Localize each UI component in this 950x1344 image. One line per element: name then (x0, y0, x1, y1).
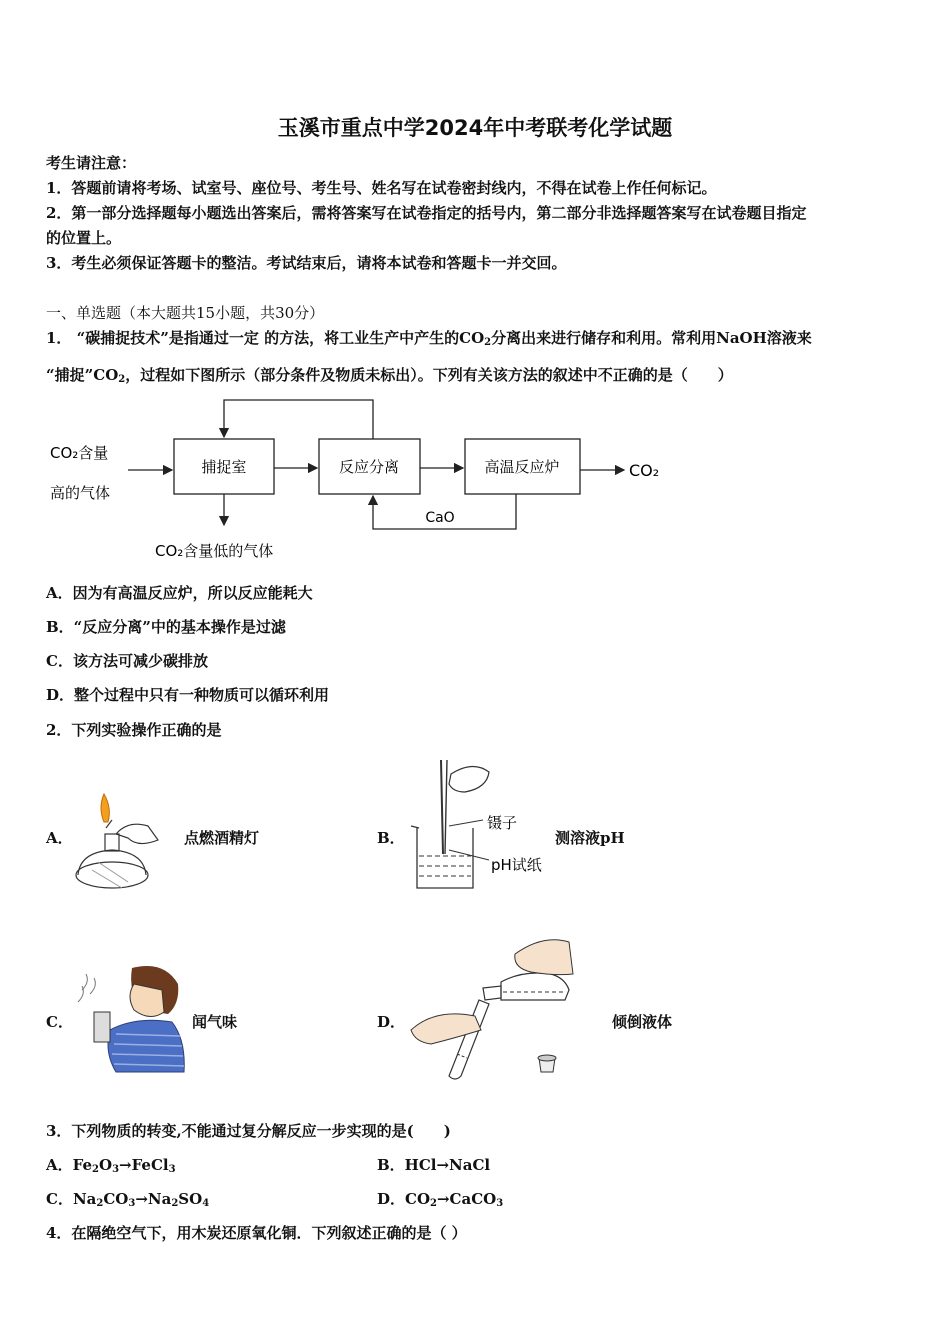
ph-paper-label: pH试纸 (491, 856, 542, 874)
q1-stem-part: 分离出来进行储存和利用。常利用NaOH溶液来 (491, 329, 812, 347)
notice-item-3: 3．考生必须保证答题卡的整洁。考试结束后，请将本试卷和答题卡一并交回。 (46, 254, 567, 272)
pouring-liquid-illustration (405, 934, 581, 1084)
notice-item-2: 2．第一部分选择题每小题选出答案后，需将答案写在试卷指定的括号内，第二部分非选择题答案写在试卷题目指定 (46, 204, 807, 222)
subscript: 2 (96, 1198, 104, 1209)
q1-option-c: C．该方法可减少碳排放 (46, 652, 208, 670)
notice-item-2-cont: 的位置上。 (46, 229, 122, 247)
notice-heading: 考生请注意： (46, 154, 137, 172)
q3-stem: 3．下列物质的转变,不能通过复分解反应一步实现的是( ) (46, 1122, 451, 1140)
q1-stem-line1 (46, 327, 812, 348)
carbon-capture-diagram (40, 392, 690, 567)
q2-option-c-text: 闻气味 (192, 1013, 238, 1031)
subscript: 3 (112, 1164, 120, 1175)
q3-option-c (46, 1188, 209, 1209)
q2-stem: 2．下列实验操作正确的是 (46, 721, 222, 739)
q1-stem-part: ，过程如下图所示（部分条件及物质未标出）。下列有关该方法的叙述中不正确的是（ ） (125, 366, 733, 384)
reaction-separation-label: 反应分离 (338, 458, 400, 476)
capture-chamber-label: 捕捉室 (201, 458, 247, 476)
cao-label: CaO (425, 510, 455, 526)
ph-test-illustration (403, 758, 553, 898)
input-gas-label-2: 高的气体 (50, 484, 111, 502)
q3-option-a (46, 1154, 176, 1175)
subscript: 3 (128, 1198, 136, 1209)
section-heading: 一、单选题（本大题共15小题，共30分） (46, 304, 325, 322)
subscript: 2 (92, 1164, 99, 1175)
q2-option-d-letter: D． (377, 1013, 406, 1031)
q1-stem-part: “捕捉”CO (46, 366, 119, 384)
formula-part: SO (178, 1190, 203, 1208)
q1-option-a: A．因为有高温反应炉，所以反应能耗大 (46, 584, 313, 602)
formula-part: CO (103, 1190, 129, 1208)
subscript: 2 (118, 374, 126, 385)
subscript: 2 (171, 1198, 179, 1209)
notice-item-1: 1．答题前请将考场、试室号、座位号、考生号、姓名写在试卷密封线内，不得在试卷上作任何标记。 (46, 179, 717, 197)
q2-option-a-text: 点燃酒精灯 (184, 829, 260, 847)
subscript: 2 (430, 1198, 437, 1209)
q2-option-d-text: 倾倒液体 (612, 1013, 673, 1031)
formula-part: O (98, 1156, 113, 1174)
subscript: 3 (168, 1164, 176, 1175)
subscript: 3 (496, 1198, 504, 1209)
formula-part: →FeCl (119, 1156, 169, 1174)
subscript: 4 (202, 1198, 210, 1209)
q1-stem-part: 1． “碳捕捉技术”是指通过一定 的方法，将工业生产中产生的CO (46, 329, 485, 347)
page-title: 玉溪市重点中学2024年中考联考化学试题 (277, 116, 673, 140)
formula-part: →CaCO (436, 1190, 497, 1208)
q2-option-c-letter: C． (46, 1013, 73, 1031)
q3-option-d (377, 1188, 503, 1209)
q2-option-b-letter: B． (377, 829, 405, 847)
q1-stem-line2 (46, 364, 733, 385)
alcohol-lamp-illustration (68, 790, 168, 895)
q4-stem: 4．在隔绝空气下，用木炭还原氧化铜．下列叙述正确的是（ ） (46, 1224, 467, 1242)
low-co2-gas-label: CO₂含量低的气体 (155, 542, 274, 560)
tweezers-label: 镊子 (487, 814, 518, 832)
q2-option-b-text: 测溶液pH (555, 829, 625, 847)
q1-option-b: B．“反应分离”中的基本操作是过滤 (46, 618, 286, 636)
formula-part: D．CO (377, 1190, 431, 1208)
formula-part: →Na (135, 1190, 172, 1208)
q1-option-d: D．整个过程中只有一种物质可以循环利用 (46, 686, 330, 704)
smelling-illustration (76, 960, 188, 1076)
output-co2-label: CO₂ (629, 461, 660, 480)
q3-option-b: B．HCl→NaCl (377, 1156, 491, 1174)
formula-part: A．Fe (46, 1156, 93, 1174)
subscript: 2 (484, 337, 492, 348)
q2-option-a-letter: A． (46, 829, 73, 847)
input-gas-label-1: CO₂含量 (50, 444, 109, 462)
loop-arrow (224, 400, 373, 439)
furnace-label: 高温反应炉 (484, 458, 560, 476)
formula-part: C．Na (46, 1190, 97, 1208)
